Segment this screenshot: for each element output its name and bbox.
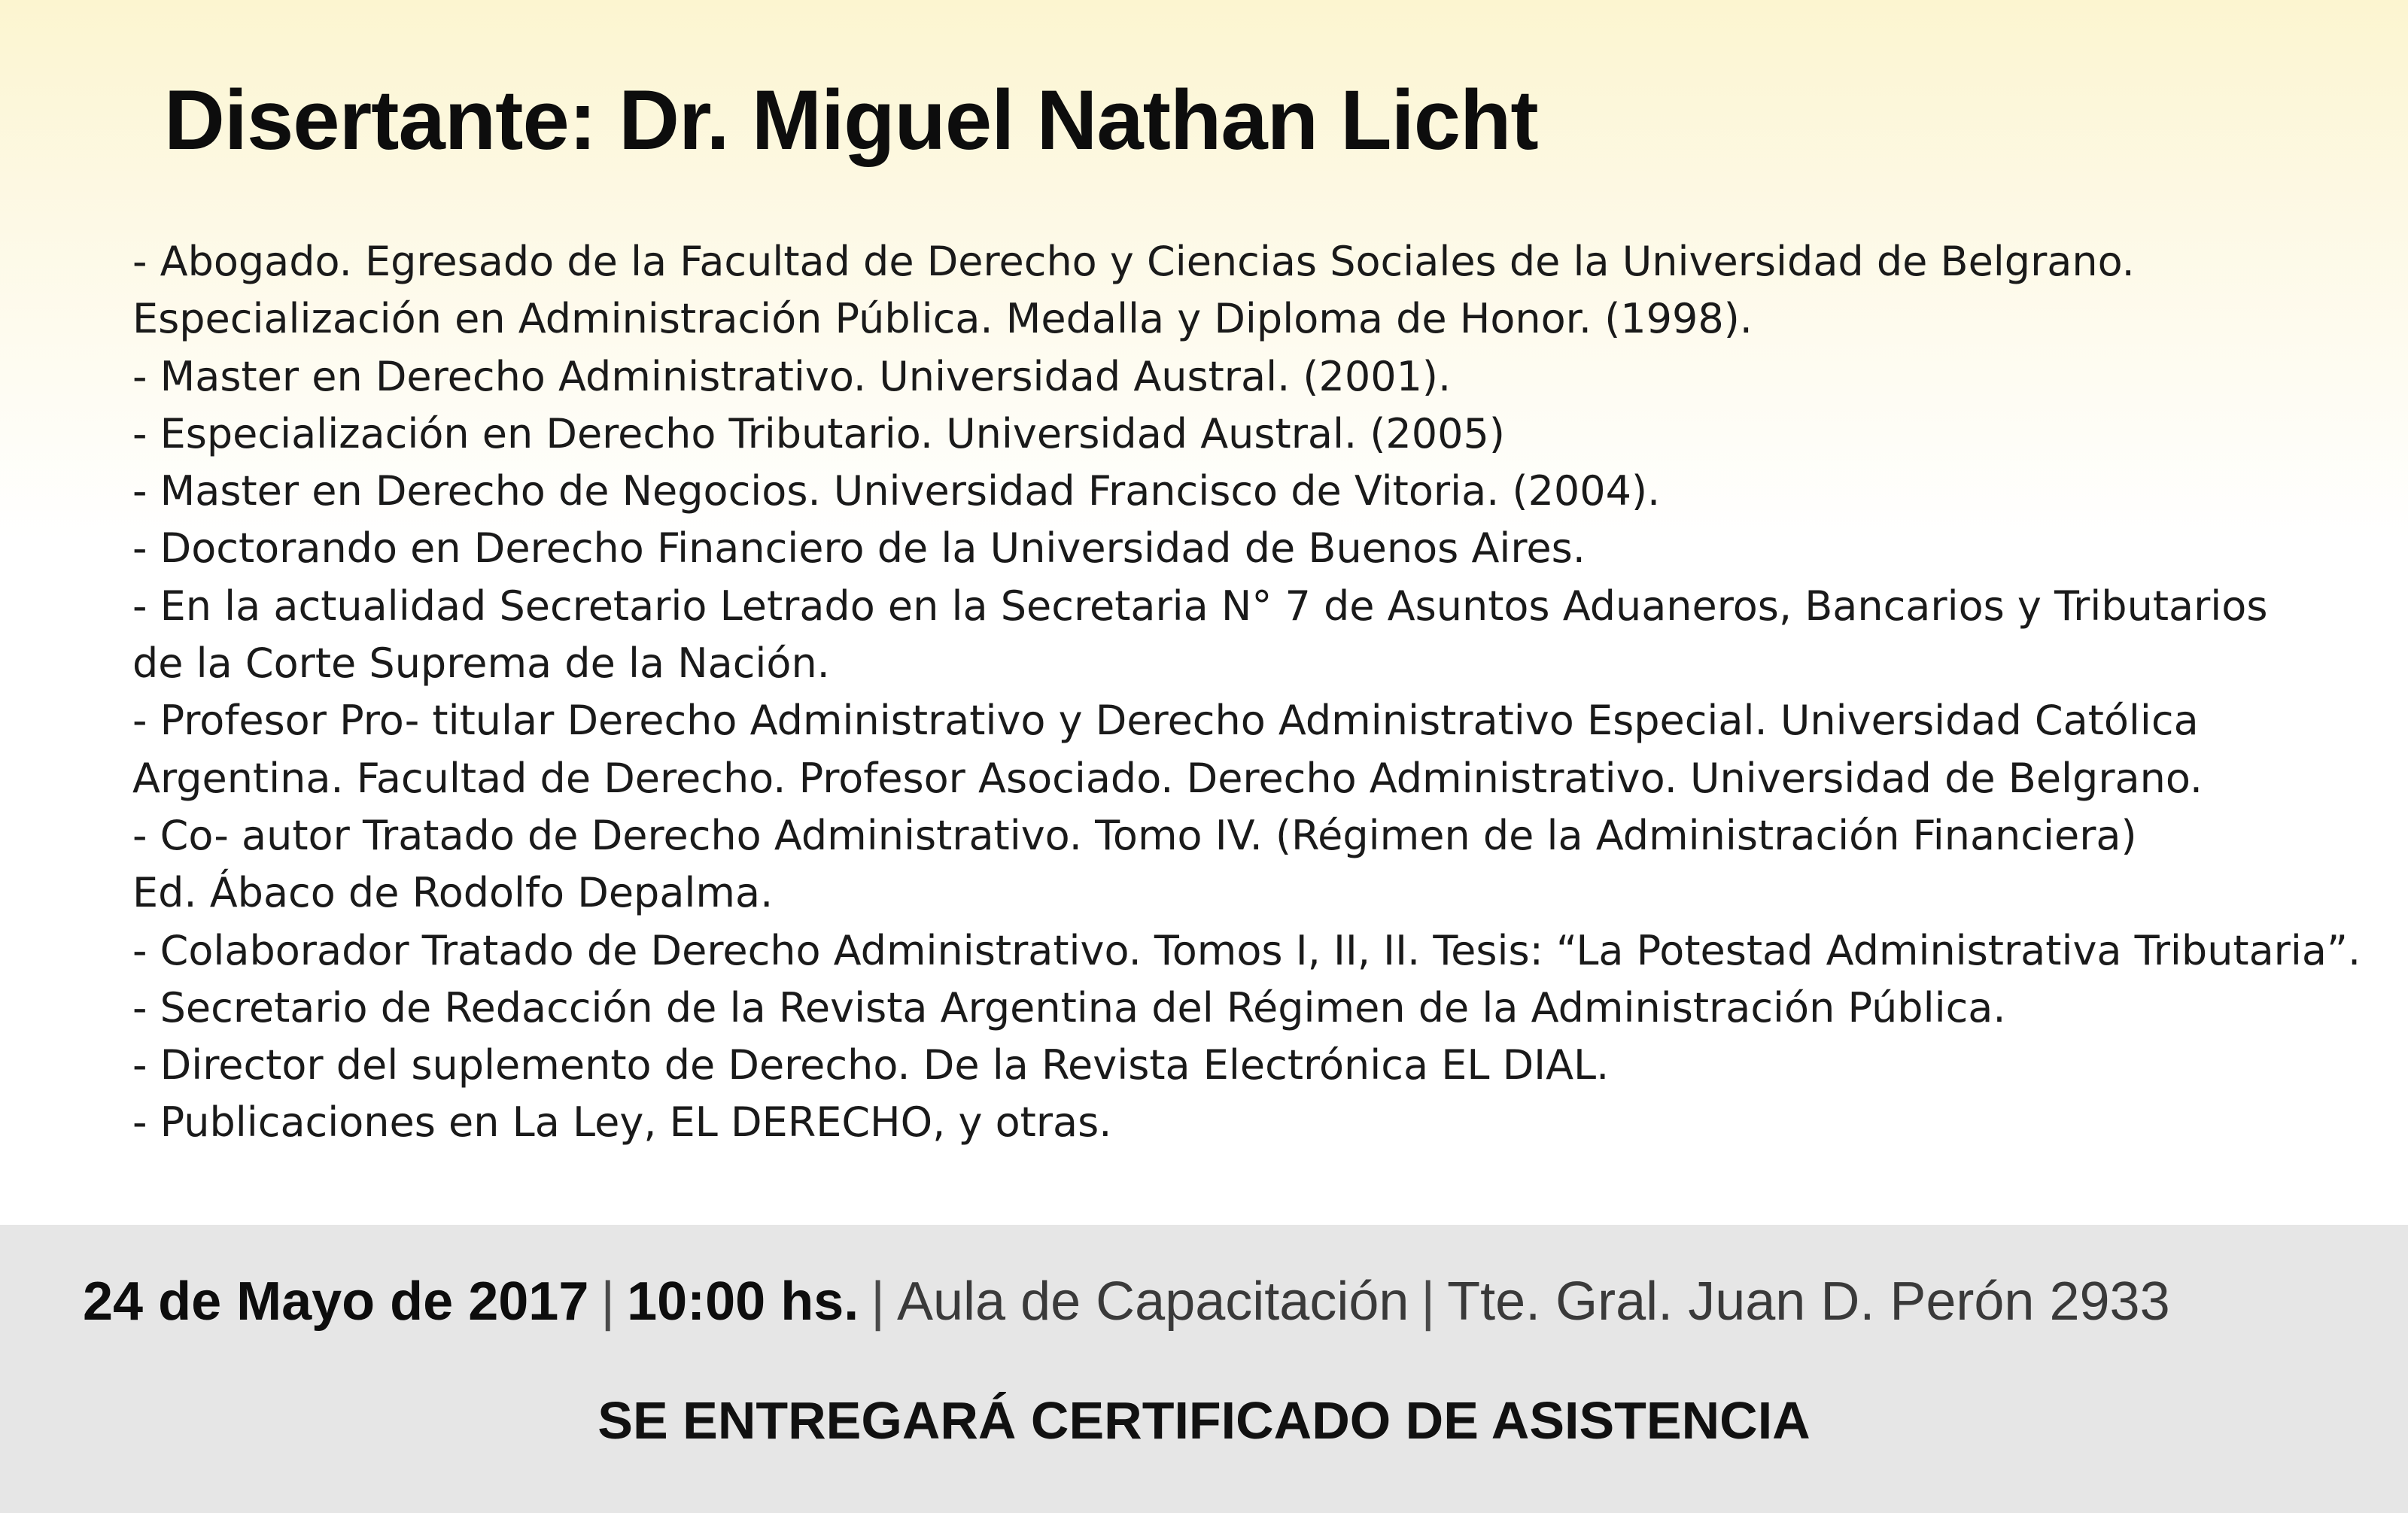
event-separator: | <box>600 1271 616 1332</box>
certificate-notice: SE ENTREGARÁ CERTIFICADO DE ASISTENCIA <box>597 1391 1811 1450</box>
bio-line: - Profesor Pro- titular Derecho Administrativo y Derecho Administrativo Especial. Universidad Católica <box>132 697 2199 745</box>
event-separator: | <box>871 1271 885 1332</box>
bio-line: - Co- autor Tratado de Derecho Administrativo. Tomo IV. (Régimen de la Administración Financiera) <box>132 811 2137 859</box>
bio-line: - Director del suplemento de Derecho. De la Revista Electrónica EL DIAL. <box>132 1041 1610 1089</box>
page-title: Disertante: Dr. Miguel Nathan Licht <box>164 73 1538 167</box>
bio-line: - Master en Derecho de Negocios. Universidad Francisco de Vitoria. (2004). <box>132 467 1661 515</box>
bio-line: - Secretario de Redacción de la Revista Argentina del Régimen de la Administración Pública. <box>132 983 2006 1031</box>
bio-line: - Especialización en Derecho Tributario. Universidad Austral. (2005) <box>132 409 1505 457</box>
bio-line: - Master en Derecho Administrativo. Universidad Austral. (2001). <box>132 352 1452 400</box>
event-date: 24 de Mayo de 2017 <box>83 1271 589 1332</box>
bio-line: - Abogado. Egresado de la Facultad de Derecho y Ciencias Sociales de la Universidad de Belgrano. <box>132 238 2135 285</box>
bio-line: Especialización en Administración Pública. Medalla y Diploma de Honor. (1998). <box>132 295 1753 343</box>
event-address: Tte. Gral. Juan D. Perón 2933 <box>1447 1271 2170 1332</box>
event-venue: Aula de Capacitación <box>896 1271 1409 1332</box>
bio-line: - En la actualidad Secretario Letrado en la Secretaria N° 7 de Asuntos Aduaneros, Bancarios y Tributarios <box>132 582 2268 630</box>
event-separator: | <box>1421 1271 1436 1332</box>
event-time: 10:00 hs. <box>627 1271 859 1332</box>
bio-line: - Colaborador Tratado de Derecho Administrativo. Tomos I, II, II. Tesis: “La Potestad Administrativa Tributaria”. <box>132 926 2361 974</box>
bio-line: Ed. Ábaco de Rodolfo Depalma. <box>132 869 774 917</box>
bio-line: - Publicaciones en La Ley, EL DERECHO, y otras. <box>132 1098 1112 1147</box>
bio-line: de la Corte Suprema de la Nación. <box>132 640 830 688</box>
bio-list <box>132 233 2390 1152</box>
event-info <box>83 1264 2170 1339</box>
bio-line: - Doctorando en Derecho Financiero de la Universidad de Buenos Aires. <box>132 524 1586 573</box>
bio-line: Argentina. Facultad de Derecho. Profesor Asociado. Derecho Administrativo. Universidad de Belgrano. <box>132 754 2203 802</box>
